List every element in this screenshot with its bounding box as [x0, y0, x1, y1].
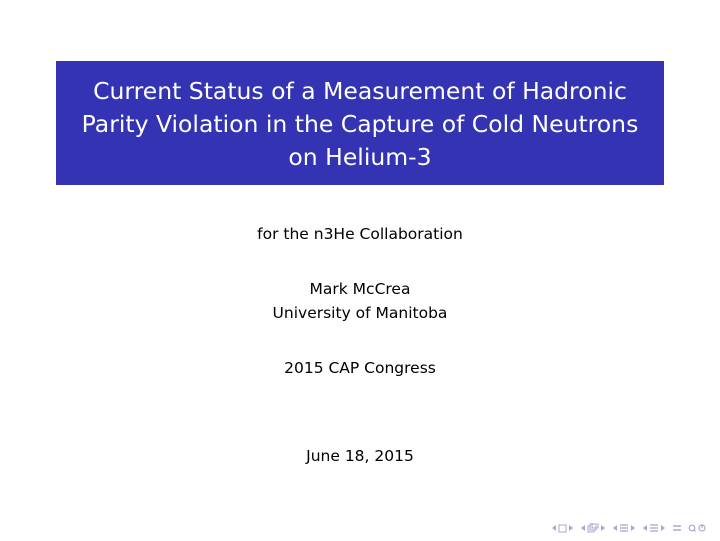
arrow-left-icon[interactable] — [580, 524, 586, 532]
collaboration-subtitle: for the n3He Collaboration — [257, 225, 463, 243]
title-line-3: on Helium-3 — [288, 143, 432, 171]
title-line-1: Current Status of a Measurement of Hadronic — [93, 77, 627, 105]
author-institute: University of Manitoba — [272, 304, 448, 322]
nav-subsection-group — [580, 523, 606, 533]
title-line-2: Parity Violation in the Capture of Cold Neutrons — [81, 110, 639, 138]
nav-section-group — [612, 523, 636, 533]
arrow-left-icon[interactable] — [612, 524, 618, 532]
arrow-right-icon[interactable] — [660, 524, 666, 532]
title-box — [56, 61, 664, 185]
subsection-icon[interactable] — [587, 523, 599, 533]
arrow-right-icon[interactable] — [568, 524, 574, 532]
align-icon[interactable] — [672, 523, 682, 533]
nav-align-group — [672, 523, 682, 533]
section-icon[interactable] — [619, 523, 629, 533]
zoom-icon[interactable] — [688, 523, 708, 533]
arrow-left-icon[interactable] — [551, 524, 557, 532]
nav-frame-group — [551, 524, 574, 533]
nav-presentation-group — [642, 523, 666, 533]
nav-zoom-group — [688, 523, 708, 533]
frame-icon[interactable] — [558, 524, 567, 533]
author-name: Mark McCrea — [309, 280, 411, 298]
presentation-date: June 18, 2015 — [306, 447, 414, 465]
arrow-left-icon[interactable] — [642, 524, 648, 532]
arrow-right-icon[interactable] — [630, 524, 636, 532]
arrow-right-icon[interactable] — [600, 524, 606, 532]
beamer-navigation-bar — [547, 523, 708, 533]
presentation-icon[interactable] — [649, 523, 659, 533]
event-name: 2015 CAP Congress — [284, 359, 436, 377]
